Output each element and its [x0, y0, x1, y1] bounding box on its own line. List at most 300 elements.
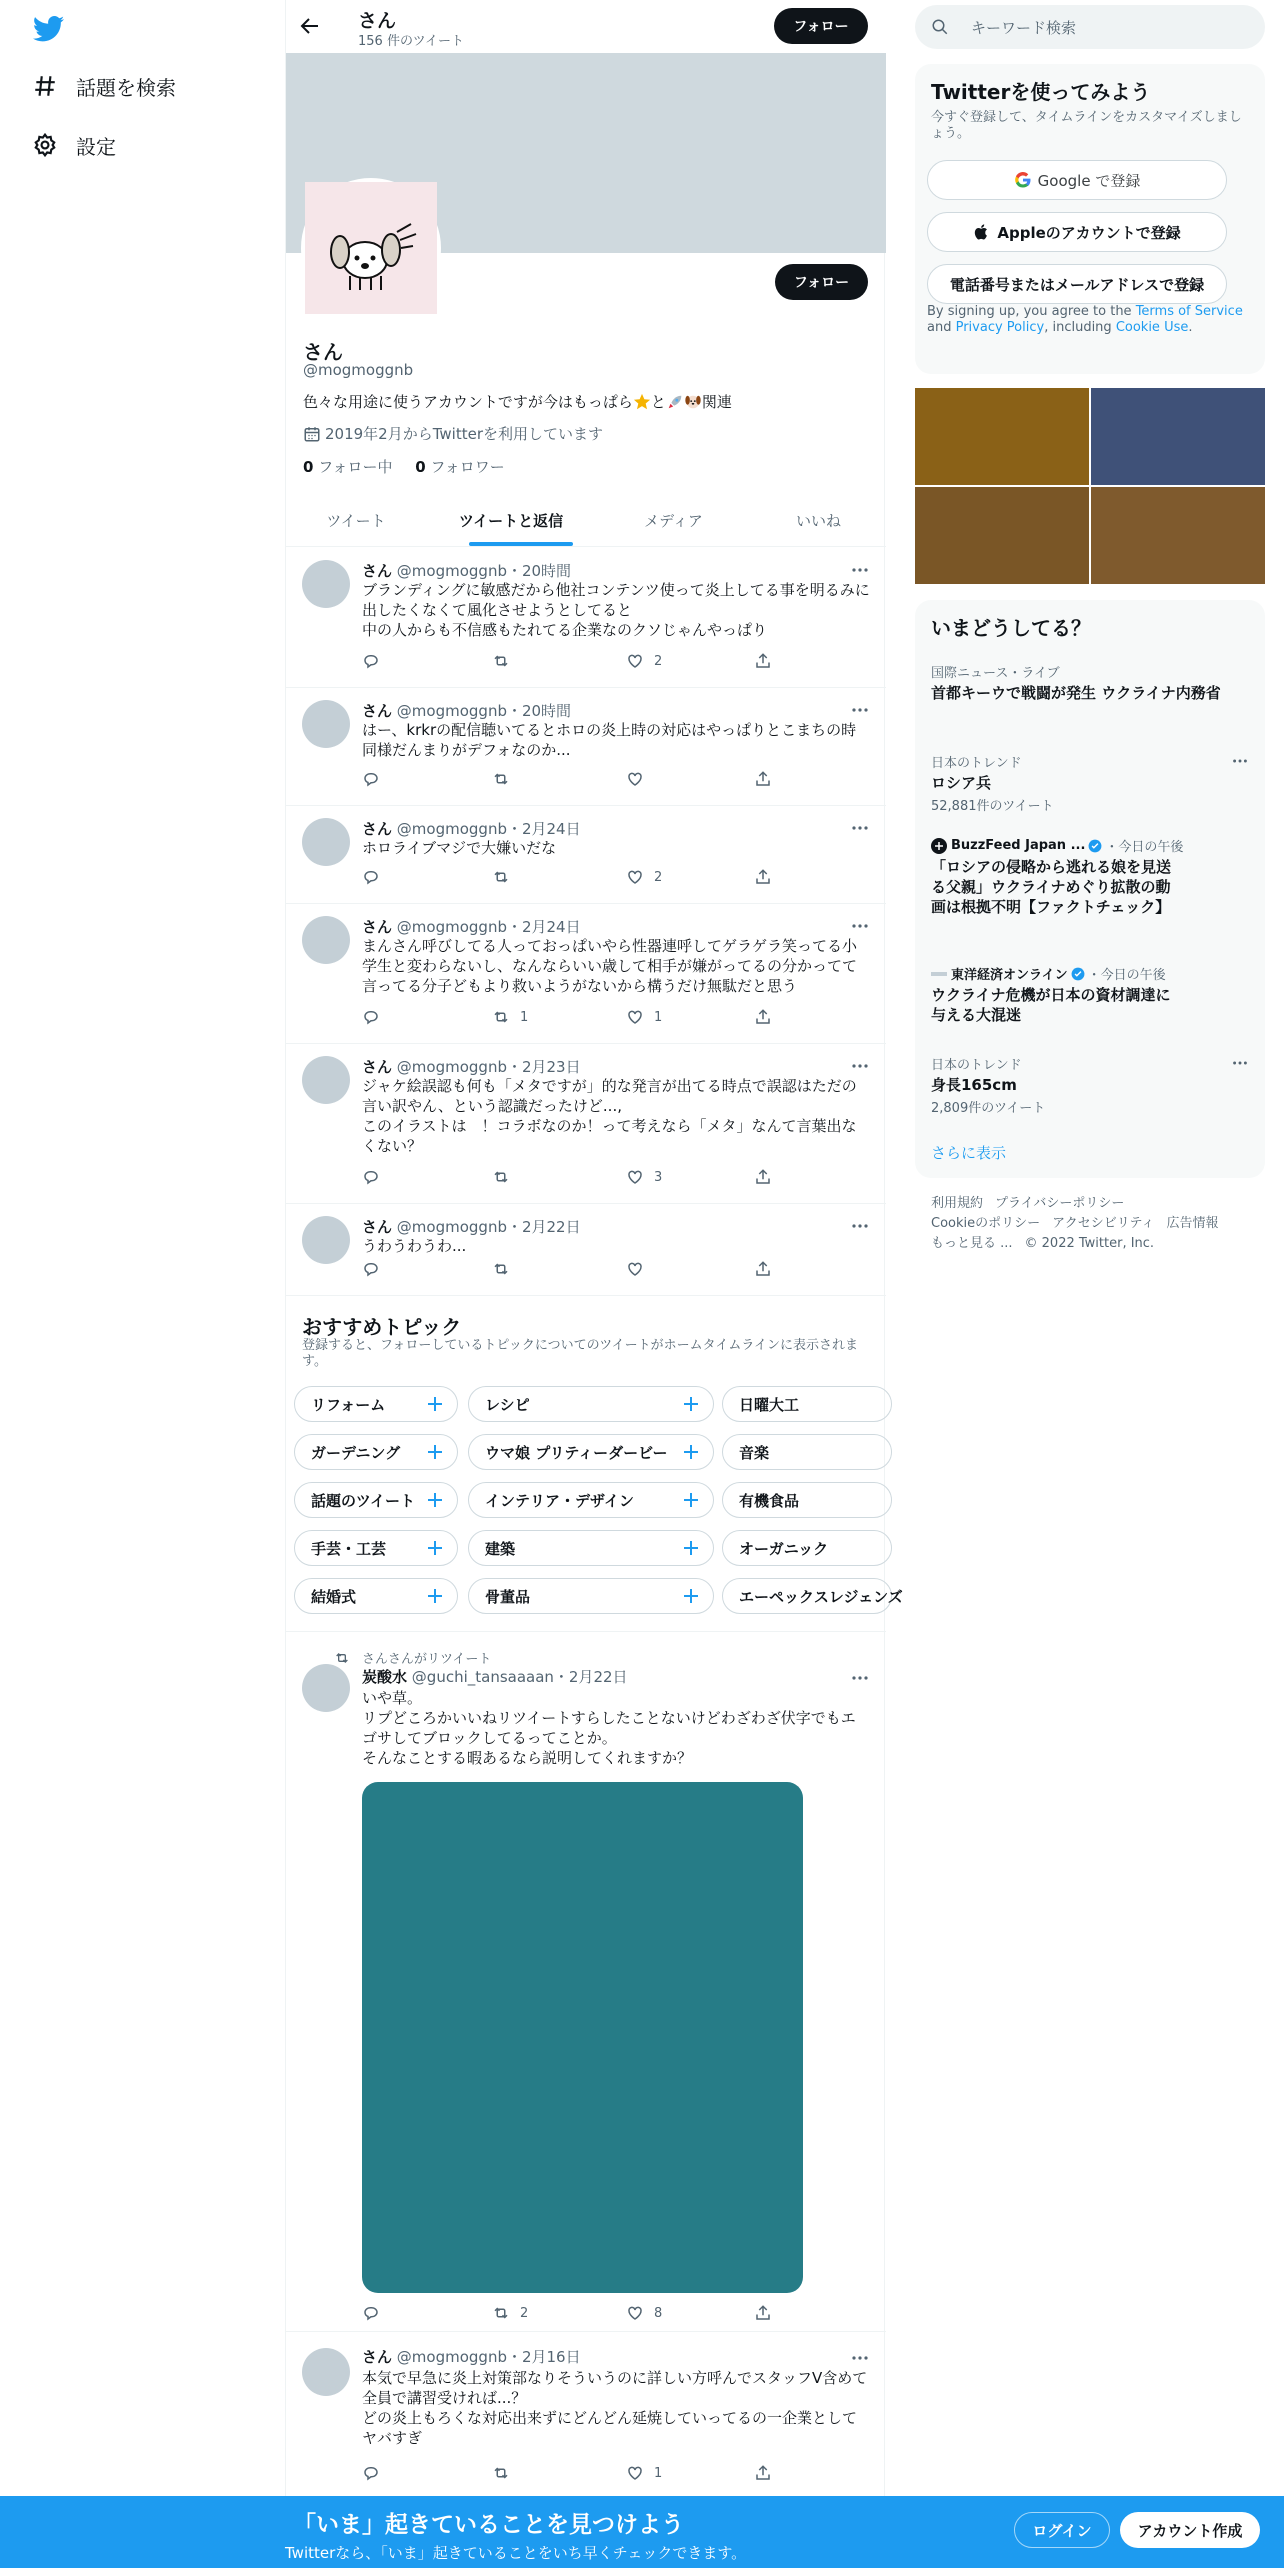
- retweet-icon: [492, 1260, 510, 1278]
- more-icon[interactable]: [1231, 1054, 1249, 1072]
- signup-button[interactable]: アカウント作成: [1120, 2512, 1260, 2548]
- like-button[interactable]: [626, 1168, 662, 1186]
- apple-signup-label: Appleのアカウントで登録: [997, 223, 1181, 242]
- retweet-button[interactable]: [492, 1168, 520, 1186]
- media-thumbnail[interactable]: [915, 487, 1089, 584]
- tweet-author-name[interactable]: さん: [362, 918, 393, 936]
- like-button[interactable]: [626, 770, 654, 788]
- profile-follow-button[interactable]: フォロー: [775, 264, 868, 300]
- retweet-media-image[interactable]: [362, 1782, 803, 2293]
- topic-chip[interactable]: [294, 1578, 458, 1614]
- tab-tweets[interactable]: ツイート: [326, 512, 386, 530]
- plus-icon: [683, 1396, 699, 1412]
- tweet-author-name[interactable]: さん: [362, 1218, 393, 1236]
- avatar-drawing: [305, 182, 437, 314]
- tweet-author-handle[interactable]: @mogmoggnb: [396, 1058, 507, 1076]
- tab-tweets-and-replies[interactable]: ツイートと返信: [458, 512, 564, 530]
- plus-icon: [427, 1492, 443, 1508]
- legal-text-3: , including: [1044, 320, 1116, 335]
- dog-emoji-icon: [684, 393, 702, 411]
- media-grid: [915, 388, 1265, 584]
- topics-description: 登録すると、フォローしているトピックについてのツイートがホームタイムラインに表示されます。: [302, 1338, 859, 1369]
- more-icon[interactable]: [850, 700, 870, 720]
- reply-button[interactable]: [362, 2464, 390, 2482]
- retweet-count: 1: [520, 1009, 529, 1025]
- followers-label: フォロワー: [430, 458, 505, 476]
- profile-handle: @mogmoggnb: [303, 361, 414, 379]
- heart-icon: [626, 652, 644, 670]
- tweet-author-name[interactable]: さん: [362, 2348, 393, 2366]
- tweet-avatar[interactable]: [302, 1216, 350, 1264]
- tweet-header: [362, 560, 571, 581]
- more-icon[interactable]: [850, 818, 870, 838]
- recommended-topics: [286, 1296, 903, 1632]
- trend-name: 身長165cm: [931, 1076, 1017, 1094]
- tweet-time[interactable]: ・2月23日: [506, 1058, 581, 1076]
- topic-chip[interactable]: [722, 1386, 892, 1422]
- share-icon: [754, 652, 772, 670]
- tweet-header: [362, 2346, 581, 2367]
- reply-icon: [362, 868, 380, 886]
- tweet-text: ホロライブマジで大嫌いだな: [362, 839, 557, 857]
- like-count: 3: [654, 1169, 663, 1185]
- tweet-header: [362, 1056, 581, 1077]
- topic-chip-label: 手芸・工芸: [311, 1539, 387, 1558]
- reply-button[interactable]: [362, 652, 390, 670]
- topic-chip[interactable]: [468, 1386, 714, 1422]
- share-button[interactable]: [754, 2304, 782, 2322]
- apple-icon: [973, 223, 991, 241]
- topic-chip-label: レシピ: [485, 1395, 530, 1414]
- header-tweet-count: 156 件のツイート: [358, 34, 465, 49]
- trends-title: いまどうしてる？: [931, 616, 1091, 640]
- reply-icon: [362, 652, 380, 670]
- tweet-header: [362, 818, 581, 839]
- media-thumbnail[interactable]: [915, 388, 1089, 485]
- active-tab-indicator: [469, 542, 573, 546]
- retweet-small-icon: [334, 1650, 350, 1666]
- topic-chip-label: エーペックスレジェンズ: [739, 1587, 903, 1606]
- header-name: さん: [358, 10, 397, 32]
- tweet-author-name[interactable]: さん: [362, 820, 393, 838]
- share-icon: [754, 2304, 772, 2322]
- like-button[interactable]: [626, 2464, 662, 2482]
- trend-category: 日本のトレンド: [931, 756, 1022, 771]
- tweet-text: はー、krkrの配信聴いてるとホロの炎上時の対応はやっぱりとこまちの時同様だんまりがデフォなのか...: [362, 721, 857, 759]
- nav-settings-label: 設定: [76, 134, 116, 159]
- retweet-icon: [492, 2464, 510, 2482]
- tweet-avatar[interactable]: [302, 916, 350, 964]
- topic-chip-label: 建築: [485, 1539, 516, 1558]
- tweet[interactable]: [286, 688, 886, 806]
- retweet-button[interactable]: [492, 2464, 520, 2482]
- tweet[interactable]: [286, 1204, 886, 1296]
- reply-icon: [362, 2464, 380, 2482]
- star-emoji-icon: [633, 393, 651, 411]
- tweet-text: ジャケ絵誤認も何も「メタですが」的な発言が出てる時点で誤認はただの言い訳やん、という認識だったけど..., このイラストは ！コラボなのか！って考えなら「メタ」なんて言葉出なくない？: [362, 1077, 857, 1155]
- profile-tabs: [286, 494, 886, 547]
- plus-icon: [427, 1444, 443, 1460]
- tweet-avatar[interactable]: [302, 560, 350, 608]
- tweet-author-handle[interactable]: @mogmoggnb: [396, 820, 507, 838]
- like-button[interactable]: [626, 1260, 654, 1278]
- retweet-icon: [492, 652, 510, 670]
- google-signup-button[interactable]: [927, 160, 1227, 200]
- trend-name: ウクライナ危機が日本の資材調達に与える大混迷: [931, 986, 1171, 1024]
- trend-name: 「ロシアの侵略から逃れる娘を見送る父親」ウクライナめぐり拡散の動画は根拠不明【ファクトチェック】: [931, 858, 1172, 916]
- trend-tweet-count: 52,881件のツイート: [931, 799, 1054, 814]
- tweet-author-handle[interactable]: @mogmoggnb: [396, 1218, 507, 1236]
- profile-bio: [303, 391, 732, 412]
- topic-chip[interactable]: [294, 1530, 458, 1566]
- plus-icon: [683, 1444, 699, 1460]
- left-navigation: [0, 0, 285, 2496]
- footer-more-link[interactable]: もっと見る ...: [931, 1236, 1013, 1251]
- heart-icon: [626, 2464, 644, 2482]
- share-button[interactable]: [754, 2464, 782, 2482]
- tweet-header: [362, 700, 571, 721]
- tweet-text: ブランディングに敏感だから他社コンテンツ使って炎上してる事を明るみに出したくなくて風化させようとしてると 中の人からも不信感もたれてる企業なのクソじゃんやっぱり: [362, 581, 870, 639]
- trend-item[interactable]: [931, 662, 1249, 703]
- topic-chip-label: 話題のツイート: [311, 1491, 415, 1510]
- retweet-icon: [492, 770, 510, 788]
- rocket-emoji-icon: [666, 393, 684, 411]
- trend-tweet-count: 2,809件のツイート: [931, 1101, 1046, 1116]
- main-column: [285, 0, 903, 2496]
- show-more-trends-link[interactable]: さらに表示: [931, 1144, 1007, 1162]
- apple-signup-button[interactable]: [927, 212, 1227, 252]
- topic-chip[interactable]: [468, 1578, 714, 1614]
- tweet-avatar[interactable]: [302, 700, 350, 748]
- tweet-actions: [362, 1260, 802, 1280]
- plus-icon: [427, 1396, 443, 1412]
- tweet-actions: [362, 1168, 802, 1188]
- tweet-time[interactable]: ・2月22日: [506, 1218, 581, 1236]
- tweet-time[interactable]: ・20時間: [506, 562, 572, 580]
- trend-source: 東洋経済オンライン: [951, 968, 1068, 983]
- share-icon: [754, 1260, 772, 1278]
- heart-icon: [626, 2304, 644, 2322]
- phone-email-signup-button[interactable]: 電話番号またはメールアドレスで登録: [927, 264, 1227, 304]
- tweet-actions: [362, 868, 802, 888]
- topic-chip-label: 音楽: [739, 1443, 770, 1462]
- tweet[interactable]: [286, 904, 886, 1044]
- topic-chip[interactable]: [722, 1482, 892, 1518]
- toyokeizai-logo-icon: [931, 966, 947, 982]
- trend-category: 日本のトレンド: [931, 1058, 1022, 1073]
- tweet-actions: [362, 770, 802, 790]
- retweet-header: [362, 1666, 628, 1687]
- trend-source-line: [931, 964, 1249, 983]
- tweet-author-handle[interactable]: @mogmoggnb: [396, 562, 507, 580]
- like-button[interactable]: [626, 652, 662, 670]
- topic-chip[interactable]: [468, 1482, 714, 1518]
- topic-chip[interactable]: [468, 1530, 714, 1566]
- reply-button[interactable]: [362, 1008, 390, 1026]
- share-icon: [754, 770, 772, 788]
- followers-count: 0: [415, 458, 426, 476]
- trend-name: ロシア兵: [931, 774, 992, 792]
- trend-name: 首都キーウで戦闘が発生 ウクライナ内務省: [931, 684, 1221, 702]
- retweet-count: 2: [520, 2305, 529, 2321]
- retweet-button[interactable]: [492, 1008, 528, 1026]
- back-arrow-icon[interactable]: [298, 14, 322, 38]
- tweet-actions: [362, 652, 802, 672]
- reply-button[interactable]: [362, 868, 390, 886]
- footer-accessibility-link[interactable]: アクセシビリティ: [1052, 1216, 1155, 1231]
- retweet-button[interactable]: [492, 652, 520, 670]
- footer-cookie-link[interactable]: Cookieのポリシー: [931, 1216, 1041, 1231]
- tweet-actions: [362, 2464, 802, 2484]
- trend-item[interactable]: [931, 1054, 1249, 1116]
- followers-link[interactable]: [415, 458, 504, 476]
- retweet-button[interactable]: [492, 1260, 520, 1278]
- trend-source: BuzzFeed Japan ...: [951, 838, 1086, 853]
- verified-badge-icon: [1071, 967, 1085, 981]
- following-count: 0: [303, 458, 314, 476]
- retweet-icon: [492, 1168, 510, 1186]
- following-link[interactable]: [303, 458, 392, 476]
- retweet-author-name[interactable]: 炭酸水: [362, 1668, 408, 1686]
- tweet-author-name[interactable]: さん: [362, 1058, 393, 1076]
- footer-terms-link[interactable]: 利用規約: [931, 1196, 984, 1211]
- reply-icon: [362, 1008, 380, 1026]
- topic-chip[interactable]: [294, 1482, 458, 1518]
- tweet-avatar[interactable]: [302, 1056, 350, 1104]
- tweet-avatar[interactable]: [302, 2348, 350, 2396]
- retweet-context-text: さんさんがリツイート: [362, 1652, 492, 1667]
- topic-chip-label: オーガニック: [739, 1539, 829, 1558]
- topic-chip-label: ガーデニング: [311, 1443, 401, 1462]
- footer-copyright: © 2022 Twitter, Inc.: [1024, 1236, 1155, 1251]
- profile-name: さん: [303, 340, 343, 364]
- topic-chip-label: 骨董品: [485, 1587, 531, 1606]
- media-thumbnail[interactable]: [1091, 388, 1265, 485]
- plus-icon: [683, 1492, 699, 1508]
- bottombar-title: 「いま」起きていることを見つけよう: [293, 2512, 684, 2538]
- reply-button[interactable]: [362, 1168, 390, 1186]
- share-icon: [754, 868, 772, 886]
- tweet-time[interactable]: ・2月16日: [506, 2348, 581, 2366]
- retweet-context: [334, 1648, 491, 1667]
- tweet-text: うわうわうわ...: [362, 1237, 467, 1255]
- google-icon: [1014, 171, 1032, 189]
- legal-text-1: By signing up, you agree to the: [927, 304, 1136, 319]
- cookie-use-link[interactable]: Cookie Use: [1115, 320, 1189, 335]
- retweeted-tweet[interactable]: [286, 1632, 886, 2332]
- heart-icon: [626, 1168, 644, 1186]
- tweet-avatar[interactable]: [302, 818, 350, 866]
- nav-explore[interactable]: [32, 66, 176, 106]
- trend-time: ・今日の午後: [1105, 840, 1184, 855]
- right-sidebar: [915, 0, 1265, 2496]
- share-icon: [754, 2464, 772, 2482]
- bio-text-2: と: [650, 393, 666, 411]
- reply-icon: [362, 770, 380, 788]
- heart-icon: [626, 770, 644, 788]
- tweet-header: [362, 916, 581, 937]
- like-count: 1: [654, 1009, 663, 1025]
- search-bar[interactable]: [915, 5, 1265, 49]
- profile-header-bar: [286, 0, 886, 53]
- trend-item[interactable]: [931, 964, 1249, 1025]
- like-button[interactable]: [626, 1008, 662, 1026]
- topic-chip[interactable]: [468, 1434, 714, 1470]
- topic-chip-label: ウマ娘 プリティーダービー: [485, 1443, 668, 1462]
- retweet-text: いや草。 リプどころかいいねリツイートすらしたことないけどわざわざ伏字でもエゴサしてブロックしてるってことか。 そんなことする暇あるなら説明してくれますか？: [362, 1689, 856, 1767]
- tweet[interactable]: [286, 1044, 886, 1204]
- bio-text-3: 関連: [701, 393, 732, 411]
- like-button[interactable]: [626, 2304, 662, 2322]
- retweet-author-handle[interactable]: @guchi_tansaaaan: [411, 1668, 554, 1686]
- retweet-avatar[interactable]: [302, 1664, 350, 1712]
- trends-card: [915, 600, 1265, 1178]
- heart-icon: [626, 1008, 644, 1026]
- like-count: 1: [654, 2465, 663, 2481]
- calendar-icon: [303, 425, 321, 443]
- tweet-author-handle[interactable]: @mogmoggnb: [396, 918, 507, 936]
- tweet[interactable]: [286, 806, 886, 904]
- bottombar-subtitle: Twitterなら、「いま」起きていることをいち早くチェックできます。: [285, 2544, 747, 2562]
- topic-chip-label: 結婚式: [311, 1587, 357, 1606]
- tweet-author-name[interactable]: さん: [362, 702, 393, 720]
- topic-chip[interactable]: [294, 1434, 458, 1470]
- topic-chip[interactable]: [294, 1386, 458, 1422]
- more-icon[interactable]: [1231, 752, 1249, 770]
- header-follow-button[interactable]: フォロー: [774, 8, 868, 44]
- more-icon[interactable]: [850, 560, 870, 580]
- tab-media[interactable]: メディア: [644, 512, 703, 530]
- topics-title: おすすめトピック: [302, 1315, 462, 1339]
- tweet-text: まんさん呼びしてる人っておっぱいやら性器連呼してゲラゲラ笑ってる小学生と変わらないし、なんならいい歳して相手が嫌がってるの分かってて言ってる分子どもより救いようがないから構うだけ無駄だと思う: [362, 937, 858, 995]
- tweet-header: [362, 1216, 581, 1237]
- plus-icon: [683, 1588, 699, 1604]
- terms-of-service-link[interactable]: Terms of Service: [1135, 304, 1243, 319]
- topic-chip-label: インテリア・デザイン: [485, 1491, 634, 1510]
- search-icon: [931, 18, 949, 36]
- twitter-logo-icon[interactable]: [33, 16, 65, 42]
- share-button[interactable]: [754, 868, 782, 886]
- retweet-button[interactable]: [492, 868, 520, 886]
- share-button[interactable]: [754, 1260, 782, 1278]
- signup-title: Twitterを使ってみよう: [931, 80, 1151, 104]
- retweet-icon: [492, 868, 510, 886]
- topic-chip[interactable]: [722, 1530, 892, 1566]
- last-tweet[interactable]: [286, 2332, 886, 2496]
- bio-text-1: 色々な用途に使うアカウントですが今はもっぱら: [303, 393, 633, 411]
- bottom-signup-bar: [0, 2496, 1284, 2568]
- share-icon: [754, 1008, 772, 1026]
- more-icon[interactable]: [850, 916, 870, 936]
- reply-icon: [362, 1260, 380, 1278]
- tweet[interactable]: [286, 548, 886, 688]
- topic-chip[interactable]: [722, 1434, 892, 1470]
- more-icon[interactable]: [850, 1216, 870, 1236]
- footer-ads-link[interactable]: 広告情報: [1166, 1216, 1219, 1231]
- profile-joined: [303, 423, 603, 444]
- trend-time: ・今日の午後: [1087, 968, 1166, 983]
- footer-links: [931, 1194, 1230, 1254]
- following-label: フォロー中: [318, 458, 393, 476]
- tab-likes[interactable]: いいね: [795, 512, 841, 530]
- retweet-button[interactable]: [492, 2304, 528, 2322]
- nav-explore-label: 話題を検索: [76, 75, 176, 100]
- like-count: 2: [654, 869, 663, 885]
- retweet-icon: [492, 1008, 510, 1026]
- topic-chip-label: 日曜大工: [739, 1395, 800, 1414]
- plus-icon: [683, 1540, 699, 1556]
- share-icon: [754, 1168, 772, 1186]
- more-icon[interactable]: [850, 1668, 870, 1688]
- trend-category: 国際ニュース・ライブ: [931, 666, 1060, 681]
- signup-subtitle: 今すぐ登録して、タイムラインをカスタマイズしましょう。: [931, 110, 1242, 141]
- follow-stats: [303, 456, 505, 477]
- heart-icon: [626, 1260, 644, 1278]
- buzzfeed-logo-icon: [931, 838, 947, 854]
- more-icon[interactable]: [850, 1056, 870, 1076]
- joined-text: 2019年2月からTwitterを利用しています: [325, 425, 603, 443]
- retweet-actions: [362, 2304, 802, 2324]
- tweet-author-handle[interactable]: @mogmoggnb: [396, 702, 507, 720]
- reply-button[interactable]: [362, 1260, 390, 1278]
- footer-privacy-link[interactable]: プライバシーポリシー: [995, 1196, 1125, 1211]
- verified-badge-icon: [1088, 839, 1102, 853]
- search-placeholder: キーワード検索: [971, 19, 1077, 37]
- topic-chip-label: リフォーム: [311, 1395, 386, 1414]
- trend-item[interactable]: [931, 752, 1249, 814]
- signup-card: [915, 64, 1265, 374]
- legal-text-2: and: [927, 320, 956, 335]
- reply-button[interactable]: [362, 2304, 390, 2322]
- login-button[interactable]: ログイン: [1014, 2512, 1110, 2548]
- media-thumbnail[interactable]: [1091, 487, 1265, 584]
- like-count: 2: [654, 653, 663, 669]
- google-signup-label: Google で登録: [1037, 171, 1141, 190]
- tweet-time[interactable]: ・2月24日: [506, 820, 581, 838]
- legal-text-4: .: [1188, 320, 1193, 335]
- tweet-author-name[interactable]: さん: [362, 562, 393, 580]
- profile-avatar[interactable]: [301, 178, 441, 318]
- like-count: 8: [654, 2305, 663, 2321]
- trend-item[interactable]: [931, 836, 1249, 917]
- like-button[interactable]: [626, 868, 662, 886]
- reply-button[interactable]: [362, 770, 390, 788]
- hashtag-icon: [32, 73, 58, 99]
- trend-source-line: [931, 836, 1249, 855]
- nav-settings[interactable]: [32, 125, 116, 165]
- tweet-time[interactable]: ・2月24日: [506, 918, 581, 936]
- share-button[interactable]: [754, 1168, 782, 1186]
- plus-icon: [427, 1588, 443, 1604]
- reply-icon: [362, 2304, 380, 2322]
- retweet-icon: [492, 2304, 510, 2322]
- plus-icon: [427, 1540, 443, 1556]
- topic-chip[interactable]: [722, 1578, 903, 1614]
- tweet-actions: [362, 1008, 802, 1028]
- topic-chip-label: 有機食品: [739, 1491, 800, 1510]
- tweet-author-handle[interactable]: @mogmoggnb: [396, 2348, 507, 2366]
- more-icon[interactable]: [850, 2348, 870, 2368]
- share-button[interactable]: [754, 1008, 782, 1026]
- tweet-text: 本気で早急に炎上対策部なりそういうのに詳しい方呼んでスタッフV含めて全員で講習受ければ...？ どの炎上もろくな対応出来ずにどんどん延焼していってるの一企業としてヤバすぎ: [362, 2369, 868, 2447]
- retweet-button[interactable]: [492, 770, 520, 788]
- tweet-time[interactable]: ・20時間: [506, 702, 572, 720]
- share-button[interactable]: [754, 652, 782, 670]
- reply-icon: [362, 1168, 380, 1186]
- retweet-time[interactable]: ・2月22日: [553, 1668, 628, 1686]
- privacy-policy-link[interactable]: Privacy Policy: [955, 320, 1045, 335]
- share-button[interactable]: [754, 770, 782, 788]
